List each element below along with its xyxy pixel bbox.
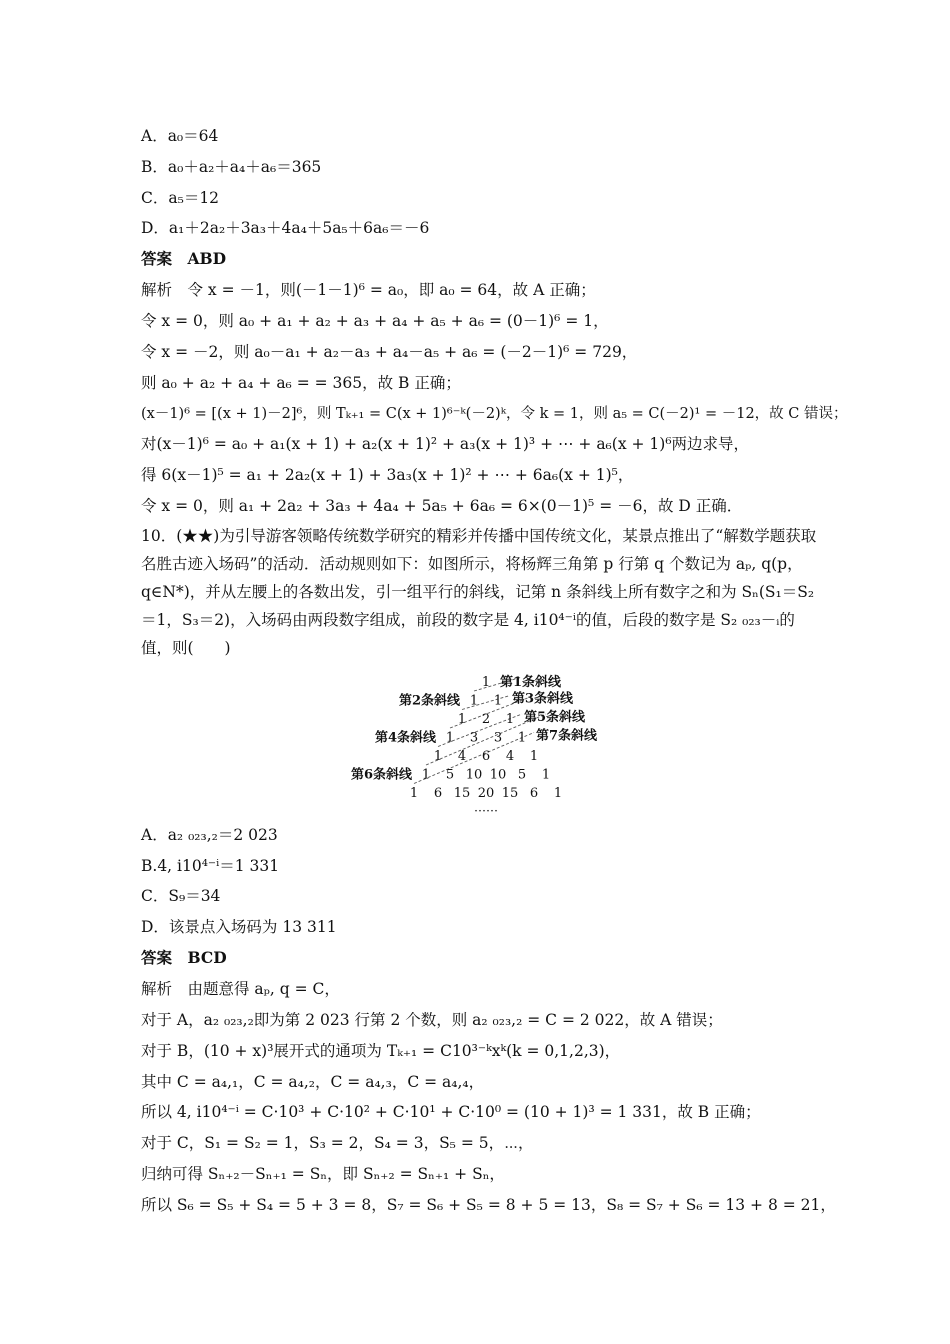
option-b: B.4, i10⁴⁻ⁱ＝1 331 [141,857,280,875]
question-10: 10．(★★)为引导游客领略传统数学研究的精彩并传播中国传统文化，某景点推出了“解数学题获取名胜古迹入场码”的活动．活动规则如下：如图所示，将杨辉三角第 p 行第 q 个数记为 aₚ, q(p，q∈N*)，并从左腰上的各数出发，引一组平行的斜线，记第 n 条斜线上所有数字之和为 Sₙ(S₁＝S₂＝1，S₃＝2)，入场码由两段数字组成，前段的数字是 4, i10⁴⁻ⁱ的值，后段的数字是 S₂ ₀₂₃－ᵢ的值，则( ) [141,527,817,657]
triangle-number: 15 [453,786,471,801]
triangle-number: 1 [445,730,455,746]
solution-line: 令 x = 0，则 a₀ + a₁ + a₂ + a₃ + a₄ + a₅ + a₆ = (0－1)⁶ = 1， [141,312,609,330]
diagonal-label: 第3条斜线 [512,691,574,707]
option-d: D．a₁＋2a₂＋3a₃＋4a₄＋5a₅＋6a₆＝－6 [141,219,430,237]
triangle-number: 1 [529,749,539,764]
option-a: A．a₂ ₀₂₃,₂＝2 023 [141,826,278,844]
solution-line: 对(x－1)⁶ = a₀ + a₁(x + 1) + a₂(x + 1)² + a₃(x + 1)³ + ⋯ + a₆(x + 1)⁶两边求导， [141,435,750,453]
option-c: C．S₉＝34 [141,887,221,905]
solution-line: 归纳可得 Sₙ₊₂－Sₙ₊₁ = Sₙ，即 Sₙ₊₂ = Sₙ₊₁ + Sₙ， [141,1165,505,1183]
triangle-number: 3 [469,730,479,746]
option-a: A．a₀＝64 [141,127,219,145]
triangle-number: 5 [517,767,527,783]
solution-line: 对于 C，S₁ = S₂ = 1，S₃ = 2，S₄ = 3，S₅ = 5，⋯， [141,1134,534,1152]
triangle-number: 1 [553,786,563,801]
triangle-number: 2 [481,712,491,727]
solution-line: 其中 C = a₄,₁，C = a₄,₂，C = a₄,₃，C = a₄,₄， [141,1073,485,1091]
diagonal-label: 第2条斜线 [398,693,460,709]
triangle-number: 1 [493,693,503,709]
triangle-number: 10 [465,767,483,783]
triangle-number: 4 [505,749,515,764]
triangle-number: 6 [529,786,539,801]
solution-line: 令 x = 0，则 a₁ + 2a₂ + 3a₃ + 4a₄ + 5a₅ + 6a₆ = 6×(0－1)⁵ = －6，故 D 正确． [141,497,743,515]
yang-hui-triangle-figure [340,668,620,818]
diagonal-label: 第5条斜线 [524,710,586,725]
solution-line: 所以 S₆ = S₅ + S₄ = 5 + 3 = 8，S₇ = S₆ + S₅ = 8 + 5 = 13，S₈ = S₇ + S₆ = 13 + 8 = 21， [141,1196,836,1214]
triangle-number: 5 [445,767,455,783]
answer-line: 答案 ABD [141,249,227,268]
triangle-number: 1 [517,730,527,746]
solution-line: 得 6(x－1)⁵ = a₁ + 2a₂(x + 1) + 3a₃(x + 1)² + ⋯ + 6a₆(x + 1)⁵， [141,466,634,484]
option-b: B．a₀＋a₂＋a₄＋a₆＝365 [141,158,322,176]
triangle-number: 20 [477,786,495,801]
triangle-svg [340,668,620,818]
diagonal-label: 第4条斜线 [374,730,436,746]
solution-line: 则 a₀ + a₂ + a₄ + a₆ = = 365，故 B 正确； [141,374,461,392]
solution-line: 令 x = －2，则 a₀－a₁ + a₂－a₃ + a₄－a₅ + a₆ = (－2－1)⁶ = 729， [141,343,638,361]
solution-line: 对于 A，a₂ ₀₂₃,₂即为第 2 023 行第 2 个数，则 a₂ ₀₂₃,₂ = C = 2 022，故 A 错误； [141,1011,723,1029]
triangle-number: 1 [541,767,551,783]
option-c: C．a₅＝12 [141,189,220,207]
solution-line: 所以 4, i10⁴⁻ⁱ = C·10³ + C·10² + C·10¹ + C·10⁰ = (10 + 1)³ = 1 331，故 B 正确； [141,1103,761,1121]
diagonal-label: 第6条斜线 [350,767,412,783]
triangle-number: 4 [457,749,467,764]
triangle-number: 1 [481,675,491,690]
diagonal-label: 第1条斜线 [500,675,562,690]
answer-line: 答案 BCD [141,948,227,967]
triangle-number: 3 [493,730,503,746]
triangle-number: 1 [421,767,431,783]
triangle-number: 1 [457,712,467,727]
solution-line: 对于 B，(10 + x)³展开式的通项为 Tₖ₊₁ = C10³⁻ᵏxᵏ(k = 0,1,2,3)， [141,1042,621,1060]
solution-line: (x－1)⁶ = [(x + 1)－2]⁶，则 Tₖ₊₁ = C(x + 1)⁶⁻ᵏ(－2)ᵏ，令 k = 1，则 a₅ = C(－2)¹ = －12，故 C 错误； [141,406,848,422]
triangle-number: 1 [433,749,443,764]
triangle-number: 10 [489,767,507,783]
triangle-ellipsis: …… [474,800,498,815]
triangle-number: 6 [433,786,443,801]
option-d: D．该景点入场码为 13 311 [141,918,337,936]
triangle-number: 1 [469,693,479,709]
solution-line: 解析 令 x = －1，则(－1－1)⁶ = a₀，即 a₀ = 64，故 A 正确； [141,281,596,299]
solution-line: 解析 由题意得 aₚ, q = C， [141,980,340,998]
triangle-number: 6 [481,749,491,764]
triangle-number: 15 [501,786,519,801]
triangle-number: 1 [409,786,419,801]
triangle-number: 1 [505,712,515,727]
diagonal-label: 第7条斜线 [536,728,598,744]
